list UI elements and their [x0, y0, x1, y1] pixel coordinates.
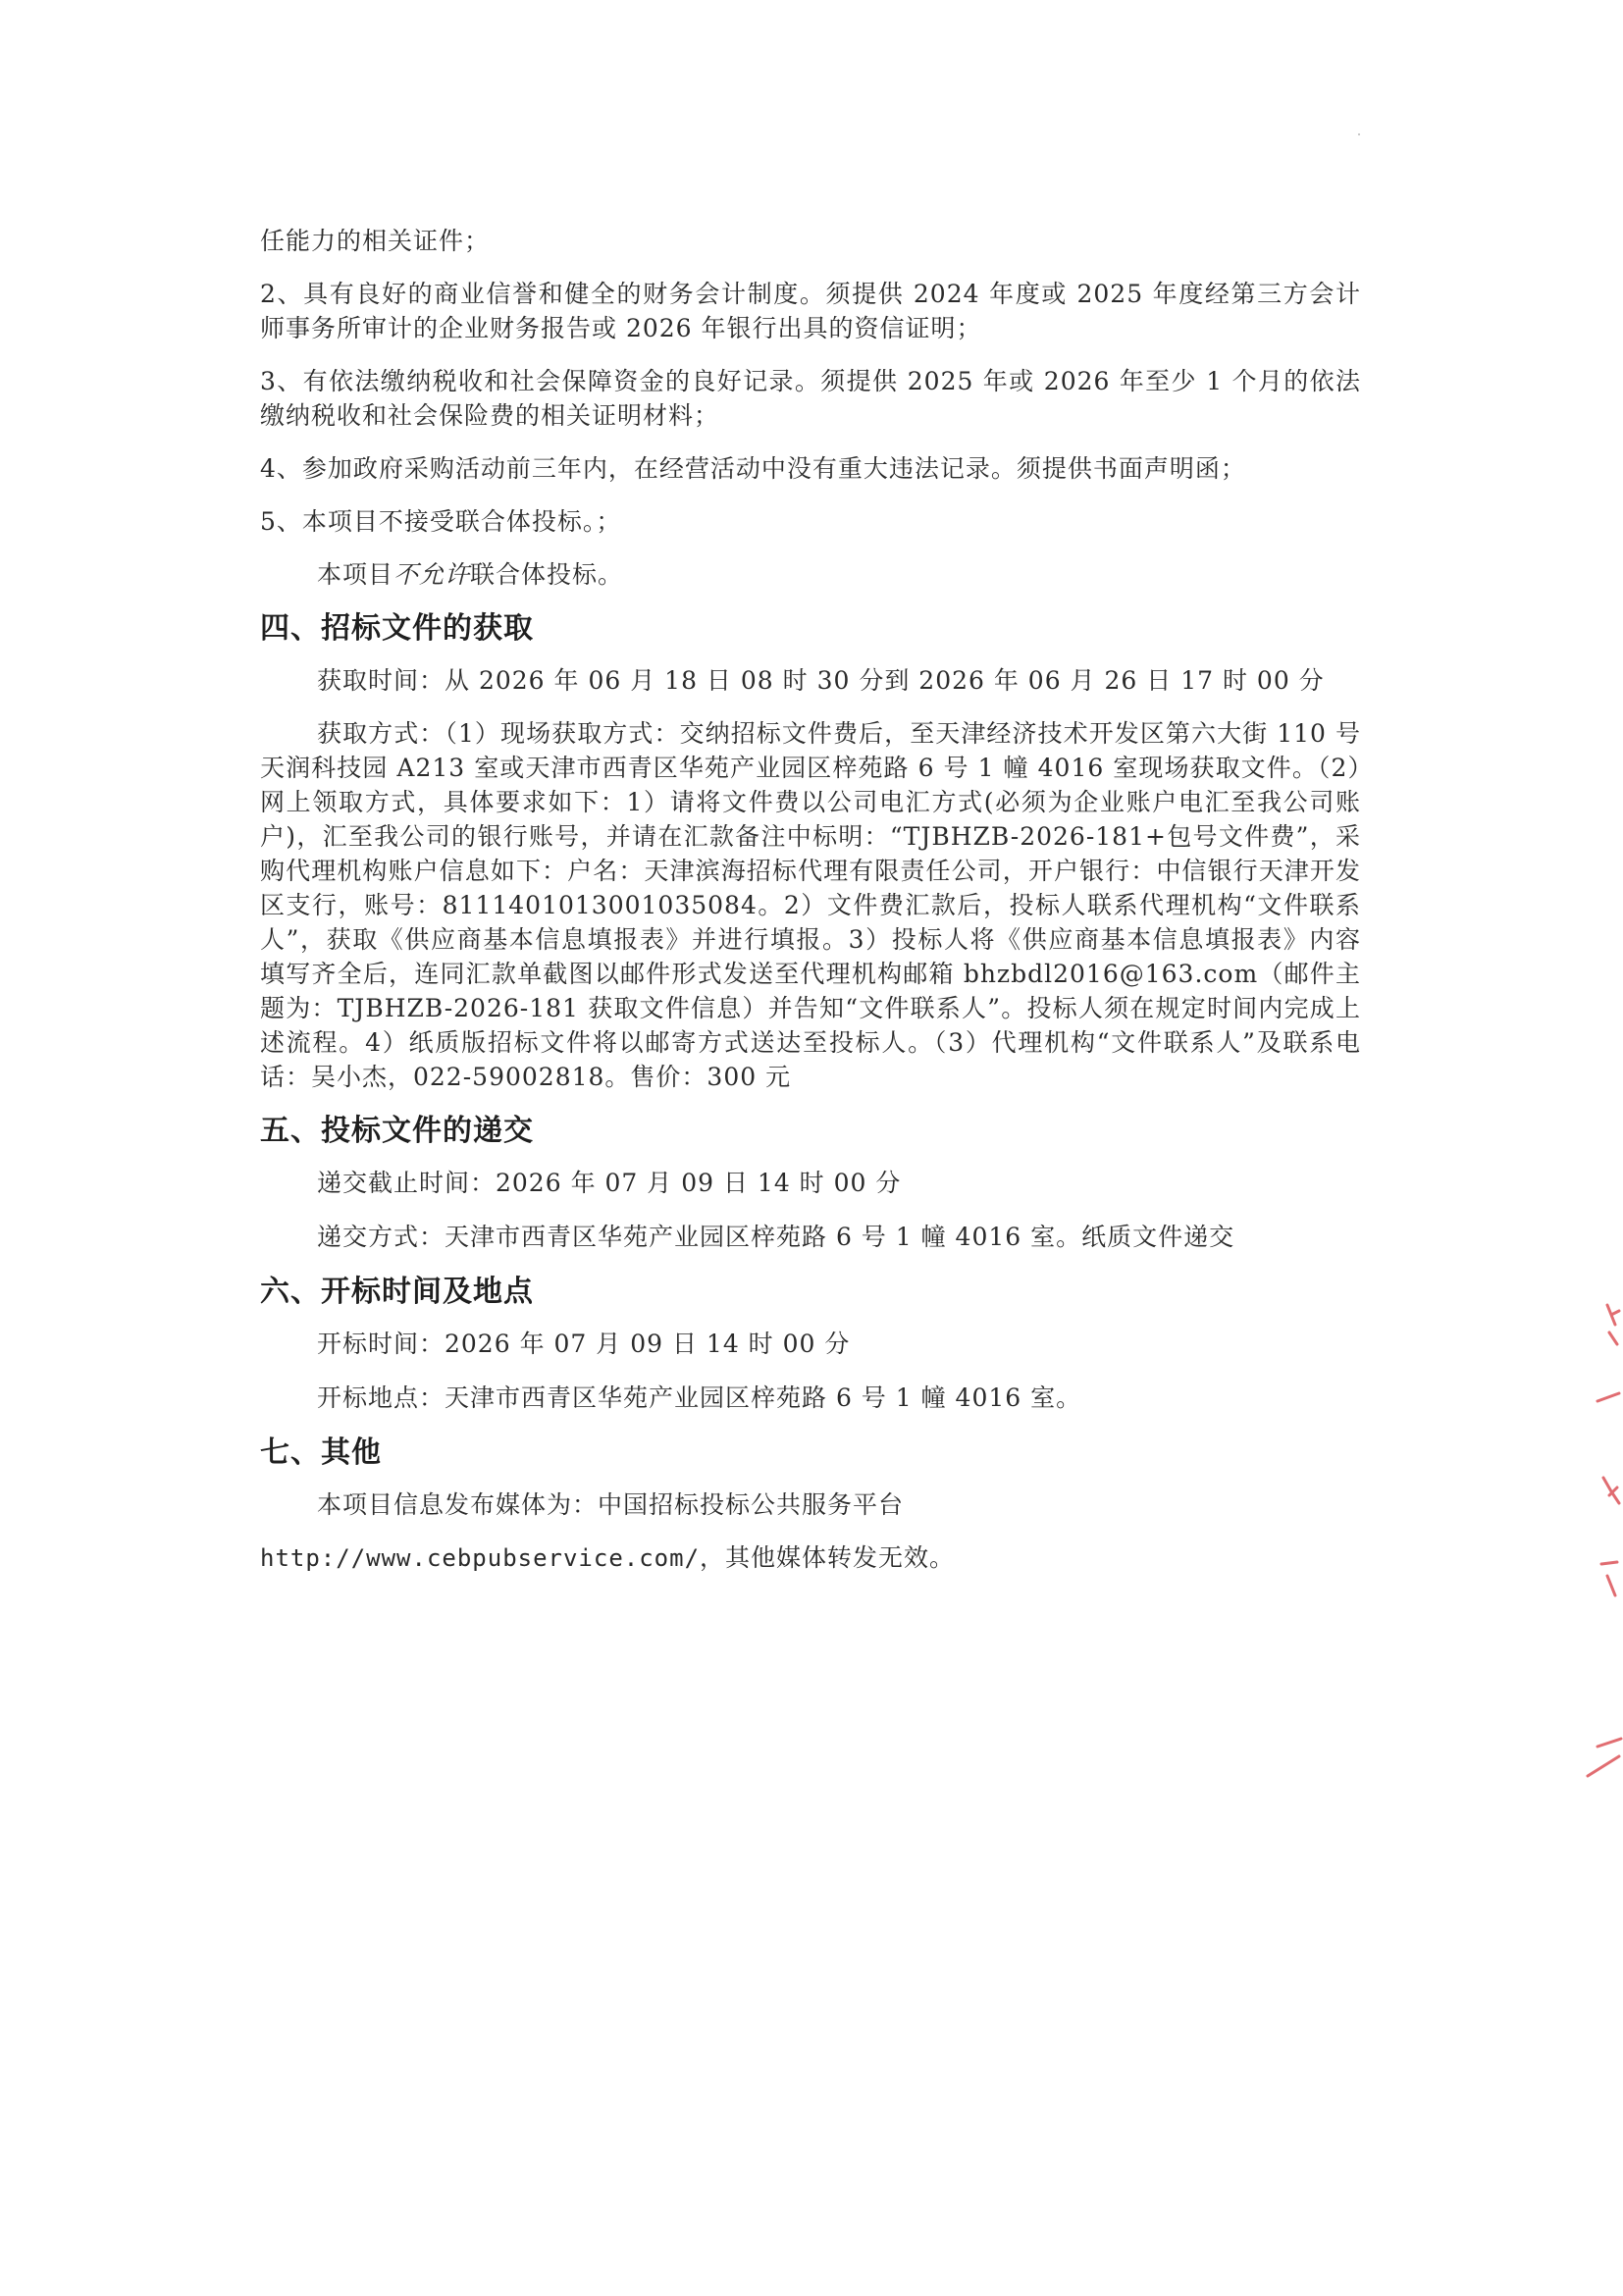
requirement-3: 3、有依法缴纳税收和社会保障资金的良好记录。须提供 2025 年或 2026 年至少 1 个月的依法缴纳税收和社会保险费的相关证明材料；: [260, 367, 1361, 430]
acquisition-time: 获取时间：从 2026 年 06 月 18 日 08 时 30 分到 2026 年 06 月 26 日 17 时 00 分: [317, 666, 1325, 695]
platform-url: http://www.cebpubservice.com/: [260, 1544, 701, 1572]
opening-place: 开标地点：天津市西青区华苑产业园区梓苑路 6 号 1 幢 4016 室。: [317, 1383, 1082, 1412]
opening-time: 开标时间：2026 年 07 月 09 日 14 时 00 分: [317, 1330, 851, 1358]
consortium-statement: [260, 557, 1361, 592]
seal-mark-5: [1588, 1739, 1621, 1776]
requirement-4: 4、参加政府采购活动前三年内，在经营活动中没有重大违法记录。须提供书面声明函；: [260, 454, 1246, 483]
scan-speck: [1358, 133, 1360, 135]
media-url-line: [260, 1540, 1361, 1576]
seal-mark-4: [1601, 1562, 1617, 1595]
seal-mark-3: [1603, 1478, 1619, 1503]
paragraph-credentials-tail: 任能力的相关证件；: [260, 227, 491, 255]
submission-method: 递交方式：天津市西青区华苑产业园区梓苑路 6 号 1 幢 4016 室。纸质文件递交: [317, 1223, 1235, 1251]
section-7-heading: 七、其他: [260, 1435, 382, 1470]
consortium-suffix: 联合体投标。: [470, 560, 624, 589]
consortium-italic: 不允许: [393, 560, 471, 589]
seal-stamp-fragment: [1568, 1285, 1623, 1796]
url-suffix: ，其他媒体转发无效。: [700, 1543, 956, 1572]
seal-mark-1: [1607, 1305, 1619, 1344]
acquisition-method: 获取方式：（1）现场获取方式：交纳招标文件费后，至天津经济技术开发区第六大街 110 号天润科技园 A213 室或天津市西青区华苑产业园区梓苑路 6 号 1 幢 4016 室现场获取文件。（2）网上领取方式，具体要求如下：1）请将文件费以公司电汇方式(必须为企业账户电汇至我公司账户)，汇至我公司的银行账号，并请在汇款备注中标明：“TJBHZB-2026-181+包号文件费”，采购代理机构账户信息如下：户名：天津滨海招标代理有限责任公司，开户银行：中信银行天津开发区支行，账号：8111401013001035084。2）文件费汇款后，投标人联系代理机构“文件联系人”，获取《供应商基本信息填报表》并进行填报。3）投标人将《供应商基本信息填报表》内容填写齐全后，连同汇款单截图以邮件形式发送至代理机构邮箱 bhzbdl2016@163.com（邮件主题为：TJBHZB-2026-181 获取文件信息）并告知“文件联系人”。投标人须在规定时间内完成上述流程。4）纸质版招标文件将以邮寄方式送达至投标人。（3）代理机构“文件联系人”及联系电话：吴小杰，022-59002818。售价：300 元: [260, 719, 1361, 1091]
submission-deadline: 递交截止时间：2026 年 07 月 09 日 14 时 00 分: [317, 1169, 902, 1197]
seal-mark-2: [1597, 1393, 1619, 1401]
document-body: [260, 224, 1361, 1594]
section-4-heading: 四、招标文件的获取: [260, 611, 534, 646]
consortium-prefix: 本项目: [317, 560, 394, 589]
section-5-heading: 五、投标文件的递交: [260, 1114, 534, 1148]
section-6-heading: 六、开标时间及地点: [260, 1275, 534, 1309]
requirement-2: 2、具有良好的商业信誉和健全的财务会计制度。须提供 2024 年度或 2025 年度经第三方会计师事务所审计的企业财务报告或 2026 年银行出具的资信证明；: [260, 280, 1361, 342]
media-statement: 本项目信息发布媒体为：中国招标投标公共服务平台: [317, 1490, 905, 1519]
requirement-5: 5、本项目不接受联合体投标。；: [260, 507, 622, 536]
